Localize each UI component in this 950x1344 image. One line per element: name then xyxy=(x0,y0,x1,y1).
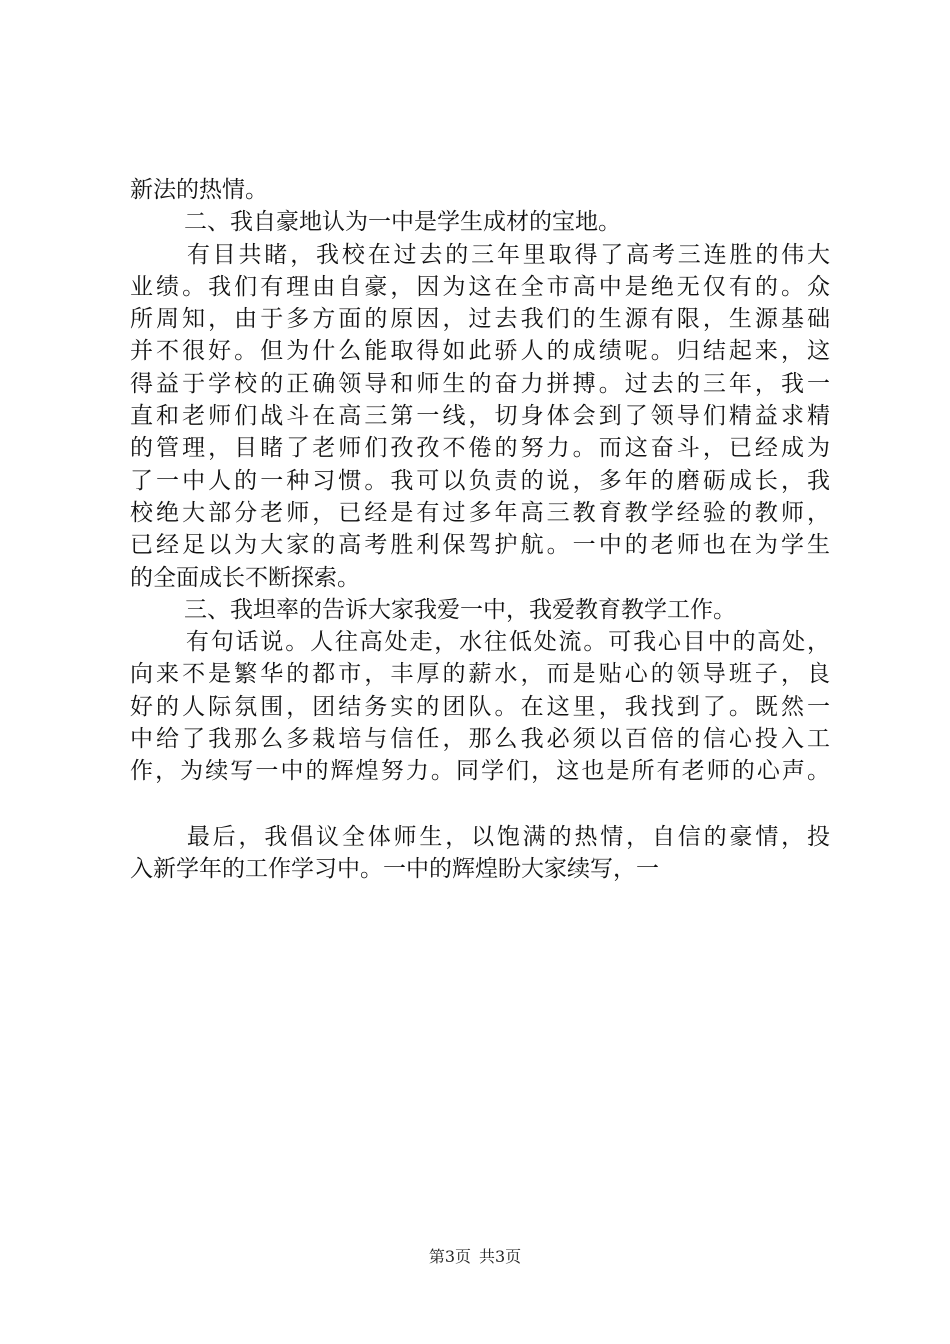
section-heading: 三、我坦率的告诉大家我爱一中，我爱教育教学工作。 xyxy=(184,596,736,623)
text-line: 入新学年的工作学习中。一中的辉煌盼大家续写，一 xyxy=(130,855,659,882)
text-line: 有句话说。人往高处走，水往低处流。可我心目中的高处， xyxy=(184,629,830,656)
text-line: 的全面成长不断探索。 xyxy=(130,564,360,591)
text-line: 直和老师们战斗在高三第一线，切身体会到了领导们精益求精 xyxy=(130,403,830,430)
text-line: 得益于学校的正确领导和师生的奋力拼搏。过去的三年，我一 xyxy=(130,370,830,397)
text-line: 新法的热情。 xyxy=(130,177,268,203)
text-line: 了一中人的一种习惯。我可以负责的说，多年的磨砺成长，我 xyxy=(130,467,830,494)
page-total: 共3页 xyxy=(479,1247,522,1266)
paragraph-gap xyxy=(130,788,830,821)
text-line: 中给了我那么多栽培与信任，那么我必须以百倍的信心投入工 xyxy=(130,726,830,753)
text-line: 有目共睹，我校在过去的三年里取得了高考三连胜的伟大 xyxy=(184,241,830,268)
text-line: 作，为续写一中的辉煌努力。同学们，这也是所有老师的心声。 xyxy=(130,758,830,785)
text-line: 的管理，目睹了老师们孜孜不倦的努力。而这奋斗，已经成为 xyxy=(130,435,830,462)
document-body xyxy=(130,174,830,885)
text-line: 好的人际氛围，团结务实的团队。在这里，我找到了。既然一 xyxy=(130,693,830,720)
text-line: 校绝大部分老师，已经是有过多年高三教育教学经验的教师， xyxy=(130,499,830,526)
text-line: 向来不是繁华的都市，丰厚的薪水，而是贴心的领导班子，良 xyxy=(130,661,830,688)
text-line: 已经足以为大家的高考胜利保驾护航。一中的老师也在为学生 xyxy=(130,532,830,559)
text-line: 并不很好。但为什么能取得如此骄人的成绩呢。归结起来，这 xyxy=(130,338,830,365)
text-line: 最后，我倡议全体师生，以饱满的热情，自信的豪情，投 xyxy=(184,823,830,850)
page-footer xyxy=(0,1244,950,1267)
section-heading: 二、我自豪地认为一中是学生成材的宝地。 xyxy=(184,209,621,236)
text-line: 所周知，由于多方面的原因，过去我们的生源有限，生源基础 xyxy=(130,306,830,333)
page-number: 第3页 xyxy=(428,1247,471,1266)
text-line: 业绩。我们有理由自豪，因为这在全市高中是绝无仅有的。众 xyxy=(130,273,830,300)
